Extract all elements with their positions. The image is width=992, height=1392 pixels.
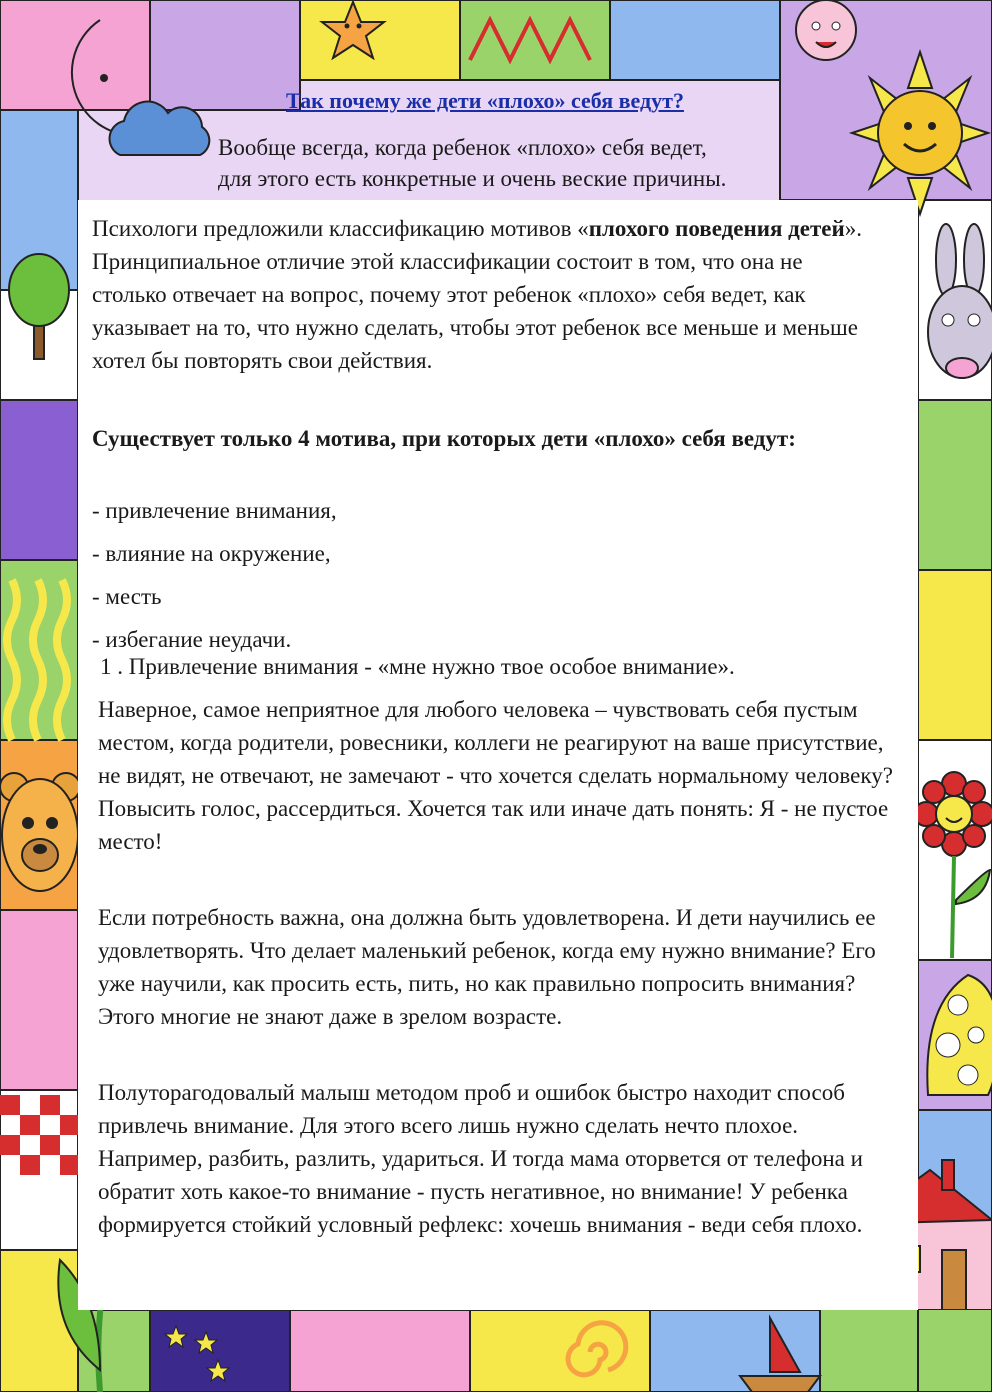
paragraph-bold: плохого поведения детей	[588, 216, 845, 241]
paragraph-attention: Наверное, самое неприятное для любого человека – чувствовать себя пустым местом, когда родители, ровесники, коллеги не реагируют на ваше присутствие, не видят, не отвечают, не замечают - что хочется сделать нормальному человеку? Повысить голос, рассердиться. Хочется так или иначе дать понять: Я - не пустое место!	[98, 697, 893, 854]
intro-line: для этого есть конкретные и очень веские причины.	[218, 166, 727, 191]
paragraph-text: ». Принципиальное отличие этой классификации состоит в том, что она не столько отвечает на вопрос, почему этот ребенок «плохо» себя ведет, как указывает на то, что нужно сделать, чтобы этот ребенок все меньше и меньше хотел бы повторять свои действия.	[92, 216, 863, 373]
bunny-icon	[918, 220, 992, 390]
motive-item: - избегание неудачи.	[92, 627, 292, 652]
paragraph-text: Психологи предложили классификацию мотивов «	[92, 216, 589, 241]
page-title: Так почему же дети «плохо» себя ведут?	[286, 88, 684, 113]
bear-icon	[0, 765, 80, 905]
tree-icon	[4, 245, 74, 365]
paragraph-need: Если потребность важна, она должна быть удовлетворена. И дети научились ее удовлетворять. Что делает маленький ребенок, когда ему нужно внимание? Его уже научили, как просить есть, пить, но как правильно попросить внимания? Этого многие не знают даже в зрелом возрасте.	[98, 905, 876, 1029]
mushroom-icon	[918, 965, 992, 1105]
motives-heading: Существует только 4 мотива, при которых дети «плохо» себя ведут:	[92, 426, 796, 451]
paragraph-toddler: Полуторагодовалый малыш методом проб и ошибок быстро находит способ привлечь внимание. Для этого всего лишь нужно сделать нечто плохое. Например, разбить, разлить, удариться. И тогда мама оторвется от телефона и обратит хоть какое-то внимание - пусть негативное, но внимание! У ребенка формируется стойкий условный рефлекс: хочешь внимания - веди себя плохо.	[98, 1080, 863, 1237]
cloud-icon	[100, 95, 220, 165]
paragraph-classification	[92, 212, 882, 377]
intro-line: Вообще всегда, когда ребенок «плохо» себя ведет,	[218, 135, 707, 160]
section-heading: 1 . Привлечение внимания - «мне нужно твое особое внимание».	[100, 654, 735, 679]
star-icon	[318, 0, 388, 60]
motive-item: - привлечение внимания,	[92, 498, 337, 523]
motive-item: - месть	[92, 584, 162, 609]
flower-icon	[916, 770, 992, 960]
intro-text	[218, 132, 898, 194]
motive-item: - влияние на окружение,	[92, 541, 331, 566]
